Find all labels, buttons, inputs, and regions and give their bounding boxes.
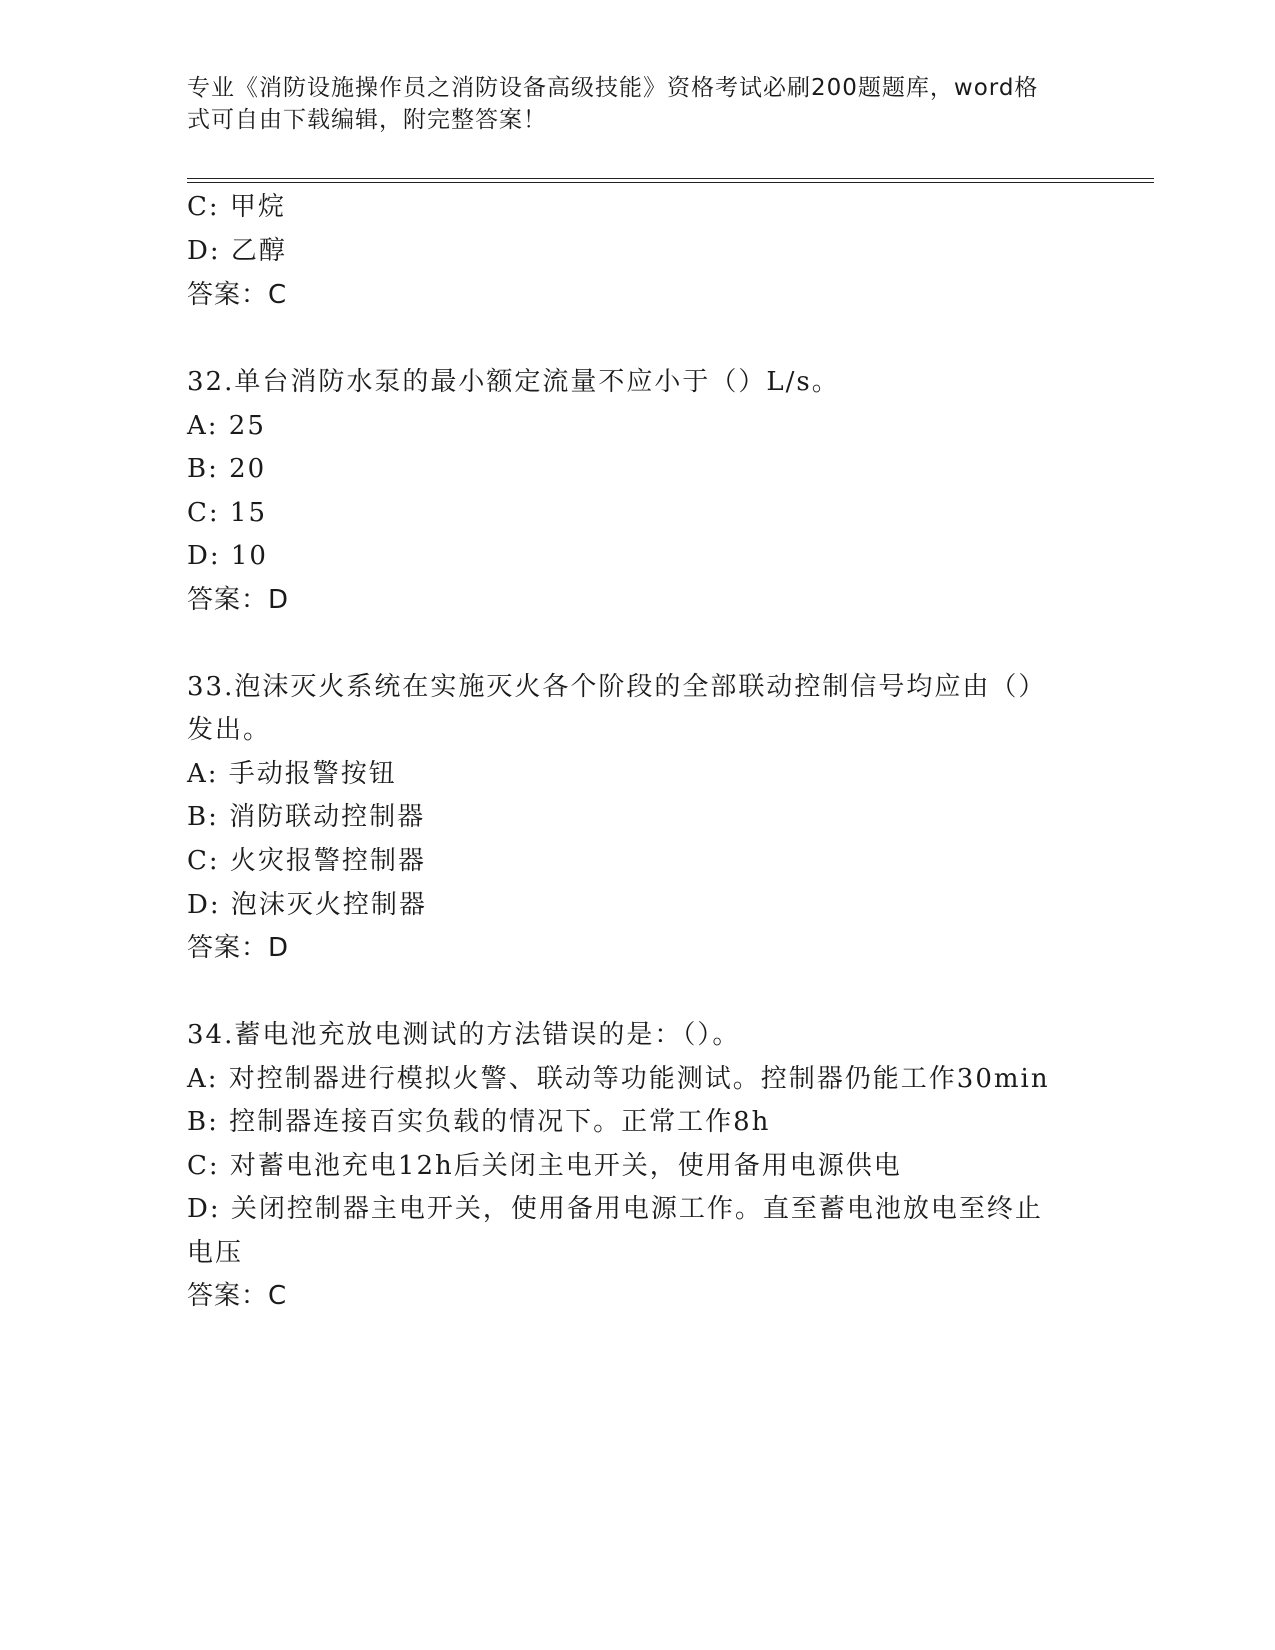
header-line-1: 专业《消防设施操作员之消防设备高级技能》资格考试必刷200题题库，word格 [187, 75, 1039, 101]
q34-option-b: B: 控制器连接百实负载的情况下。正常工作8h [187, 1107, 771, 1137]
prev-option-c: C: 甲烷 [187, 192, 286, 222]
document-header [187, 72, 1067, 136]
q33-option-a: A: 手动报警按钮 [187, 759, 397, 789]
q34-option-d-line-1: D: 关闭控制器主电开关，使用备用电源工作。直至蓄电池放电至终止 [187, 1194, 1043, 1224]
q33-answer: 答案：D [187, 933, 290, 963]
q32-option-d: D: 10 [187, 541, 268, 571]
q34-stem: 34.蓄电池充放电测试的方法错误的是：（）。 [187, 1020, 741, 1050]
q32-option-c: C: 15 [187, 498, 268, 528]
q33-option-c: C: 火灾报警控制器 [187, 846, 426, 876]
q32-answer: 答案：D [187, 585, 290, 615]
q33-option-d: D: 泡沫灭火控制器 [187, 890, 427, 920]
q32-option-b: B: 20 [187, 454, 267, 484]
q33-option-b: B: 消防联动控制器 [187, 802, 426, 832]
q33-stem-line-1: 33.泡沫灭火系统在实施灭火各个阶段的全部联动控制信号均应由（） [187, 672, 1047, 702]
q34-answer: 答案：C [187, 1281, 288, 1311]
q34-option-d-line-2: 电压 [187, 1238, 244, 1268]
header-line-2: 式可自由下载编辑，附完整答案！ [187, 107, 547, 133]
q34-option-c: C: 对蓄电池充电12h后关闭主电开关，使用备用电源供电 [187, 1151, 902, 1181]
q34-option-a: A: 对控制器进行模拟火警、联动等功能测试。控制器仍能工作30min [187, 1064, 1050, 1094]
prev-option-d: D: 乙醇 [187, 236, 287, 266]
header-divider-top [187, 178, 1154, 179]
q33-stem-line-2: 发出。 [187, 715, 272, 745]
q32-stem: 32.单台消防水泵的最小额定流量不应小于（）L/s。 [187, 367, 840, 397]
header-divider-bottom [187, 182, 1154, 183]
prev-answer: 答案：C [187, 280, 288, 310]
q32-option-a: A: 25 [187, 411, 266, 441]
